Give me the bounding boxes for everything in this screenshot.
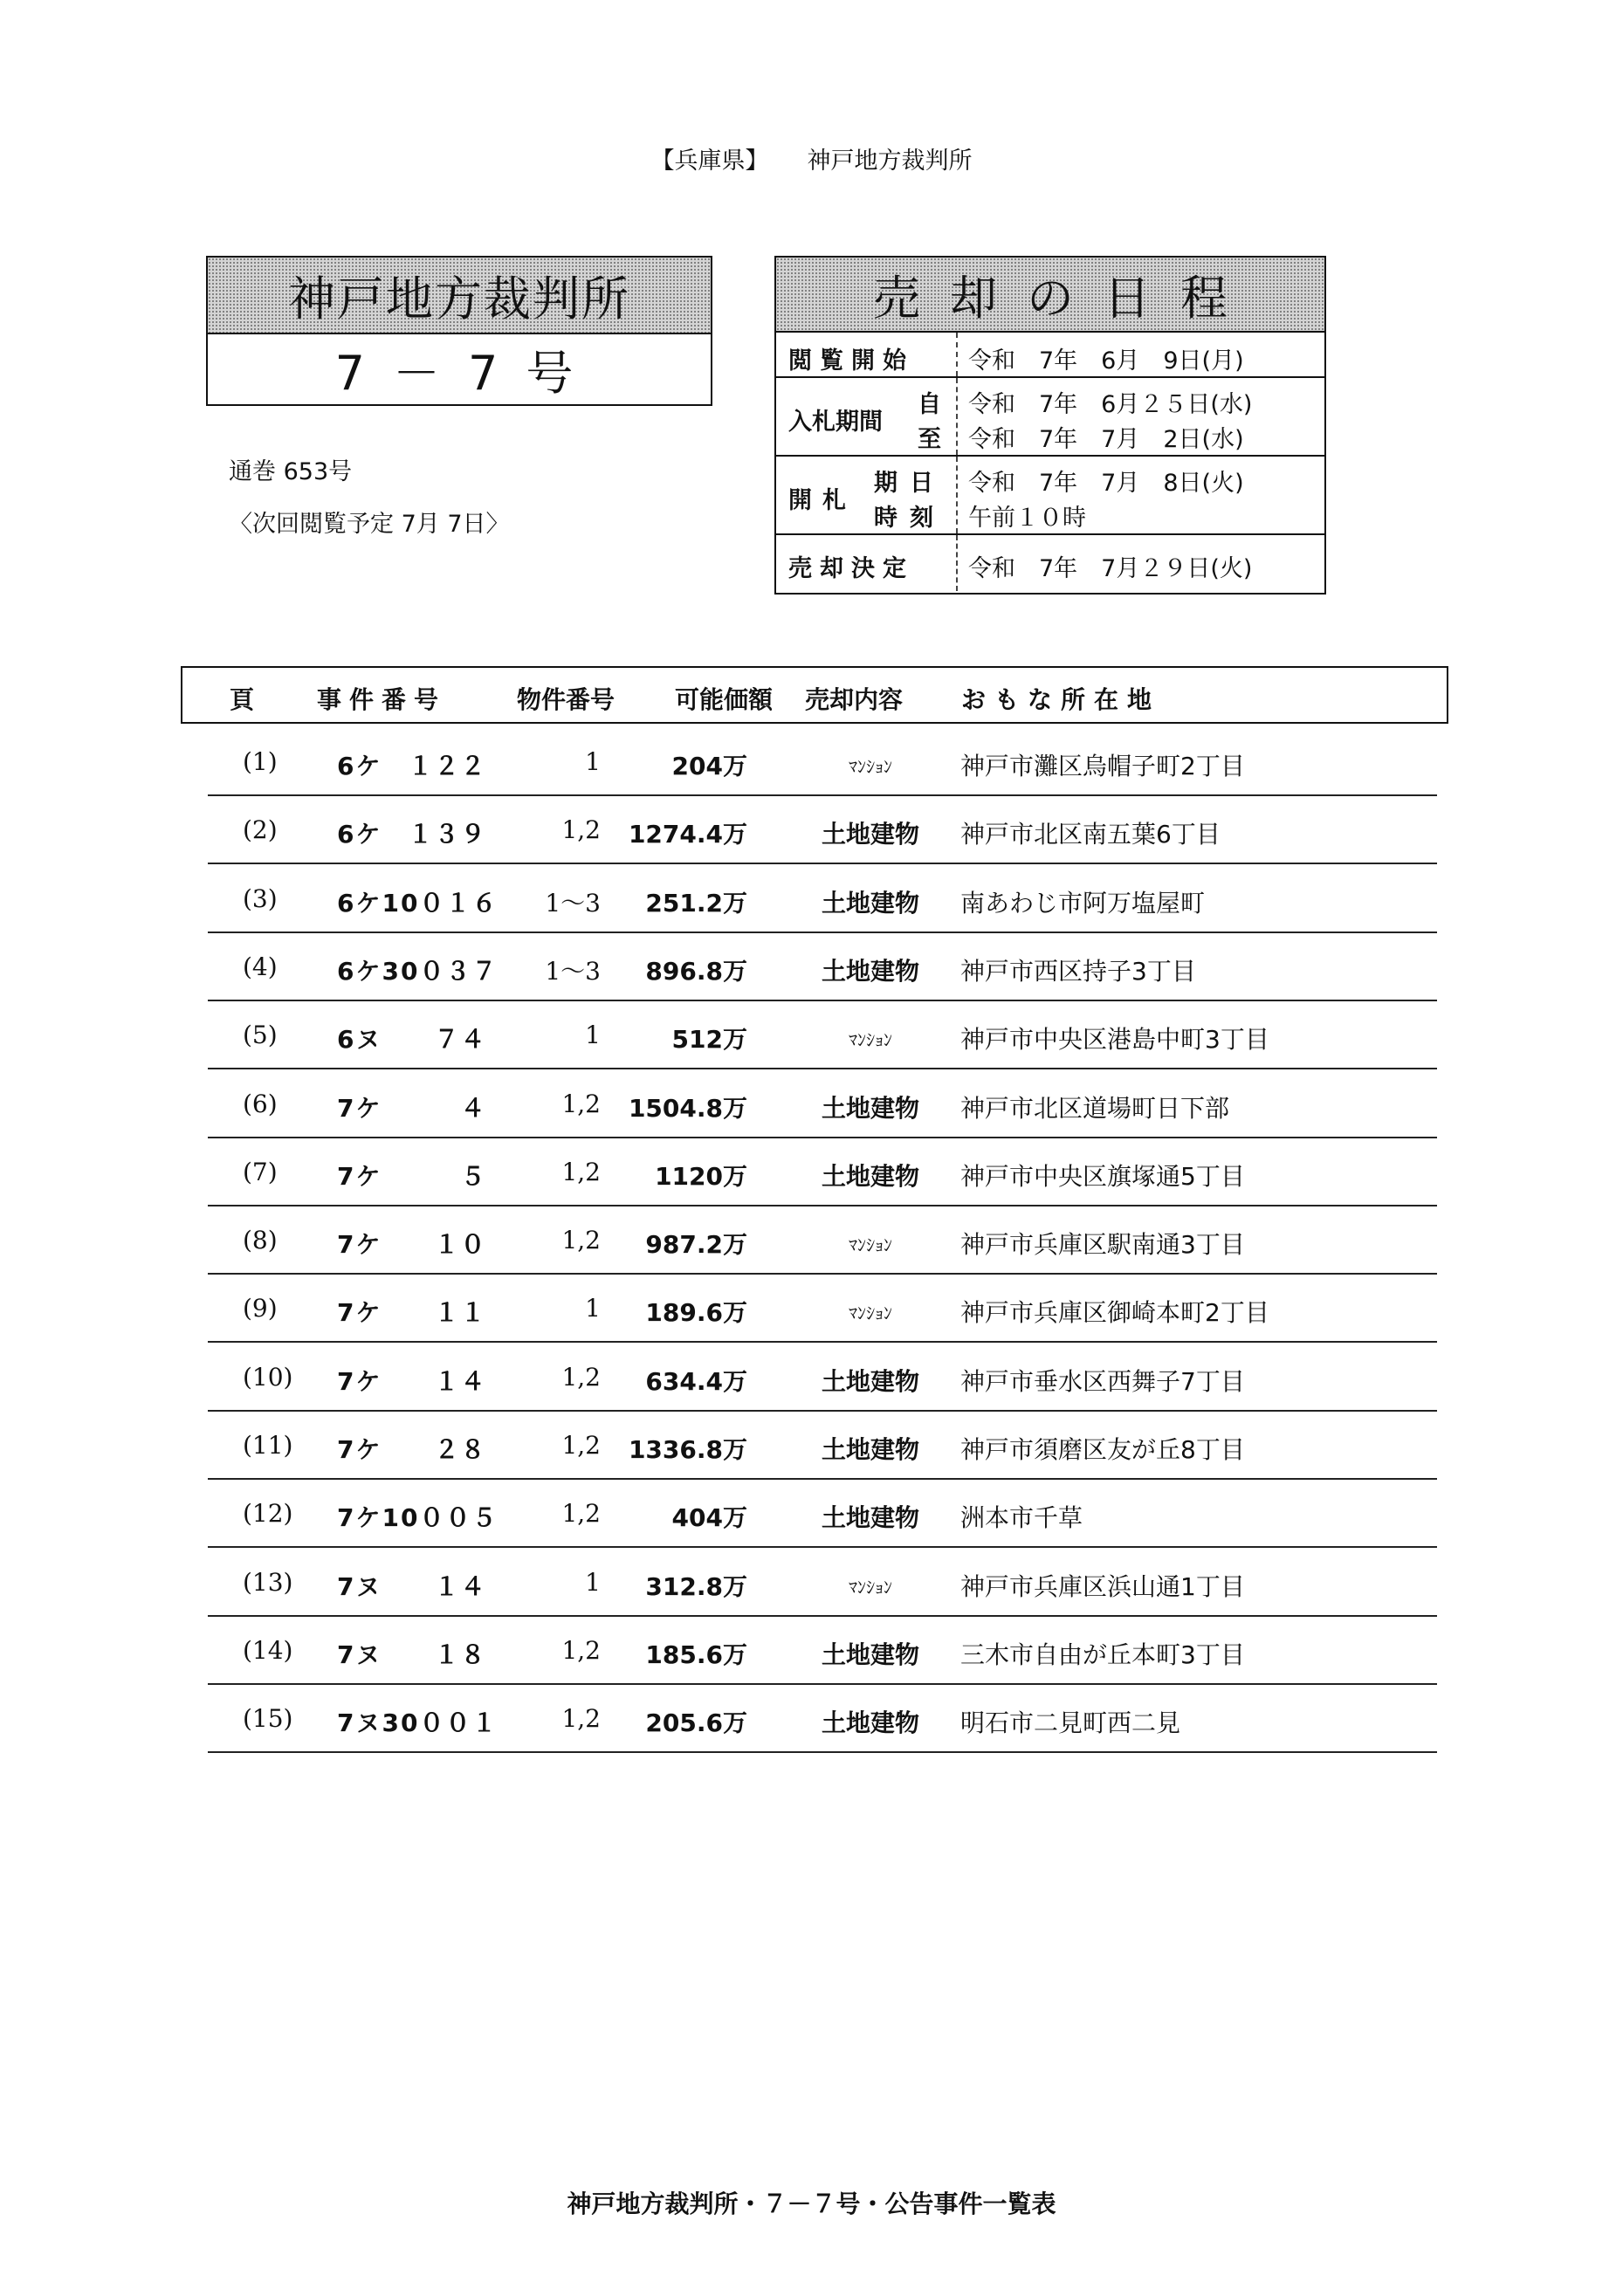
sale-type: 土地建物 xyxy=(821,1640,919,1669)
table-row xyxy=(208,1070,1437,1138)
table-row xyxy=(208,1685,1437,1753)
schedule-label: 入札期間 自 至 xyxy=(776,378,958,455)
sale-type: ﾏﾝｼｮﾝ xyxy=(849,1576,892,1598)
sale-type: 土地建物 xyxy=(821,1708,919,1738)
case-list-header xyxy=(181,666,1448,724)
price: 189.6万 xyxy=(645,1298,747,1328)
case-number: 6ケ １２２ xyxy=(337,752,487,780)
court-name: 神戸地方裁判所 xyxy=(208,258,711,334)
column-header-item-number: 物件番号 xyxy=(517,685,616,714)
location: 神戸市灘区烏帽子町2丁目 xyxy=(960,752,1245,780)
location: 神戸市垂水区西舞子7丁目 xyxy=(960,1366,1245,1396)
schedule-row-bidding xyxy=(776,378,1324,457)
item-number: 1,2 xyxy=(561,1089,601,1118)
case-page-ref: (13) xyxy=(243,1567,293,1597)
case-number: 6ケ10０１６ xyxy=(337,888,499,918)
sale-type: ﾏﾝｼｮﾝ xyxy=(849,1303,892,1324)
schedule-value: 午前１０時 xyxy=(968,505,1086,532)
item-number: 1,2 xyxy=(561,1157,601,1186)
table-row xyxy=(208,1549,1437,1617)
price: 896.8万 xyxy=(645,956,747,986)
price: 1336.8万 xyxy=(628,1435,747,1464)
price: 312.8万 xyxy=(645,1571,747,1601)
location: 神戸市兵庫区御崎本町2丁目 xyxy=(960,1298,1269,1328)
column-header-case-number: 事件番号 xyxy=(317,685,447,714)
location: 神戸市兵庫区駅南通3丁目 xyxy=(960,1230,1245,1260)
case-page-ref: (1) xyxy=(243,747,278,776)
item-number: 1 xyxy=(585,747,601,776)
table-row xyxy=(208,1412,1437,1480)
item-number: 1 xyxy=(585,1567,601,1597)
case-page-ref: (4) xyxy=(243,952,278,981)
schedule-value: 令和 7年 7月 2日(水) xyxy=(968,426,1244,453)
court-box xyxy=(206,256,712,406)
location: 三木市自由が丘本町3丁目 xyxy=(960,1640,1245,1669)
case-page-ref: (9) xyxy=(243,1294,278,1323)
item-number: 1,2 xyxy=(561,1635,601,1665)
case-page-ref: (10) xyxy=(243,1362,293,1392)
case-number: 7ヌ １８ xyxy=(337,1640,487,1669)
schedule-value: 令和 7年 7月 8日(火) xyxy=(968,470,1244,497)
price: 185.6万 xyxy=(645,1640,747,1669)
price: 634.4万 xyxy=(645,1366,747,1396)
location: 神戸市須磨区友が丘8丁目 xyxy=(960,1435,1245,1464)
column-header-price: 可能価額 xyxy=(675,685,774,714)
schedule-row-decision xyxy=(776,535,1324,591)
sale-type: 土地建物 xyxy=(821,1503,919,1533)
location: 南あわじ市阿万塩屋町 xyxy=(960,888,1206,918)
page-header xyxy=(0,141,1623,175)
case-page-ref: (11) xyxy=(243,1431,293,1460)
item-number: 1～3 xyxy=(545,956,601,986)
next-viewing-date: 〈次回閲覧予定 7月 7日〉 xyxy=(229,511,510,538)
serial-number: 通巻 653号 xyxy=(229,458,353,485)
table-row xyxy=(208,1001,1437,1069)
location: 神戸市中央区港島中町3丁目 xyxy=(960,1025,1269,1055)
case-number: 7ケ10００５ xyxy=(337,1503,499,1533)
schedule-row-viewing xyxy=(776,333,1324,378)
sale-type: 土地建物 xyxy=(821,888,919,918)
issue-number: 7－7号 xyxy=(334,345,602,401)
case-page-ref: (2) xyxy=(243,815,278,845)
column-header-location: おもな所在地 xyxy=(961,685,1161,714)
table-row xyxy=(208,1206,1437,1275)
case-number: 7ケ １４ xyxy=(337,1366,487,1396)
schedule-value: 令和 7年 6月 9日(月) xyxy=(968,347,1244,375)
sale-type: ﾏﾝｼｮﾝ xyxy=(849,756,892,777)
case-number: 7ヌ30００１ xyxy=(337,1708,499,1738)
case-page-ref: (8) xyxy=(243,1226,278,1255)
sale-type: 土地建物 xyxy=(821,820,919,849)
schedule-title: 売却の日程 xyxy=(776,258,1324,333)
sale-type: ﾏﾝｼｮﾝ xyxy=(849,1234,892,1256)
location: 明石市二見町西二見 xyxy=(960,1708,1181,1738)
case-page-ref: (14) xyxy=(243,1635,293,1665)
location: 洲本市千草 xyxy=(960,1503,1083,1533)
case-number: 7ケ １１ xyxy=(337,1298,487,1328)
table-row xyxy=(208,865,1437,933)
price: 204万 xyxy=(671,752,747,780)
price: 251.2万 xyxy=(645,888,747,918)
case-page-ref: (5) xyxy=(243,1021,278,1050)
schedule-value: 令和 7年 7月２９日(火) xyxy=(968,555,1253,582)
sale-type: 土地建物 xyxy=(821,956,919,986)
schedule-box xyxy=(774,256,1326,595)
case-number: 7ケ ４ xyxy=(337,1093,487,1123)
location: 神戸市北区道場町日下部 xyxy=(960,1093,1230,1123)
sale-type: 土地建物 xyxy=(821,1435,919,1464)
column-header-sale-type: 売却内容 xyxy=(805,685,904,714)
case-page-ref: (12) xyxy=(243,1499,293,1529)
price: 987.2万 xyxy=(645,1230,747,1260)
table-row xyxy=(208,1344,1437,1412)
price: 1120万 xyxy=(655,1161,747,1191)
location: 神戸市中央区旗塚通5丁目 xyxy=(960,1161,1245,1191)
case-page-ref: (3) xyxy=(243,883,278,913)
column-header-page: 頁 xyxy=(230,685,255,714)
location: 神戸市北区南五葉6丁目 xyxy=(960,820,1221,849)
case-number: 7ケ ５ xyxy=(337,1161,487,1191)
case-number: 6ケ １３９ xyxy=(337,820,487,849)
price: 1504.8万 xyxy=(628,1093,747,1123)
location: 神戸市兵庫区浜山通1丁目 xyxy=(960,1571,1245,1601)
table-row xyxy=(208,728,1437,796)
item-number: 1,2 xyxy=(561,1704,601,1734)
case-number: 7ケ １０ xyxy=(337,1230,487,1260)
table-row xyxy=(208,1617,1437,1685)
sale-type: ﾏﾝｼｮﾝ xyxy=(849,1029,892,1051)
item-number: 1,2 xyxy=(561,1431,601,1460)
case-number: 6ケ30０３７ xyxy=(337,956,499,986)
price: 205.6万 xyxy=(645,1708,747,1738)
page-footer: 神戸地方裁判所・７－７号・公告事件一覧表 xyxy=(567,2189,1056,2218)
header-prefecture: 【兵庫県】 xyxy=(650,148,769,175)
location: 神戸市西区持子3丁目 xyxy=(960,956,1196,986)
price: 512万 xyxy=(671,1025,747,1055)
schedule-row-opening xyxy=(776,457,1324,535)
schedule-label: 売却決定 xyxy=(776,535,958,591)
item-number: 1～3 xyxy=(545,888,601,918)
case-page-ref: (15) xyxy=(243,1704,293,1734)
sale-type: 土地建物 xyxy=(821,1366,919,1396)
item-number: 1,2 xyxy=(561,1362,601,1392)
case-number: 7ケ ２８ xyxy=(337,1435,487,1464)
case-number: 6ヌ ７４ xyxy=(337,1025,487,1055)
case-page-ref: (6) xyxy=(243,1089,278,1118)
item-number: 1,2 xyxy=(561,1499,601,1529)
sale-type: 土地建物 xyxy=(821,1093,919,1123)
table-row xyxy=(208,1275,1437,1343)
case-page-ref: (7) xyxy=(243,1157,278,1186)
price: 1274.4万 xyxy=(628,820,747,849)
header-court: 神戸地方裁判所 xyxy=(807,148,973,175)
schedule-value: 令和 7年 6月２５日(水) xyxy=(968,391,1253,418)
item-number: 1,2 xyxy=(561,815,601,845)
table-row xyxy=(208,933,1437,1001)
item-number: 1 xyxy=(585,1294,601,1323)
table-row xyxy=(208,1480,1437,1548)
schedule-label: 閲覧開始 xyxy=(776,333,958,376)
sale-type: 土地建物 xyxy=(821,1161,919,1191)
item-number: 1 xyxy=(585,1021,601,1050)
schedule-label: 開札 期日 時刻 xyxy=(776,457,958,533)
item-number: 1,2 xyxy=(561,1226,601,1255)
case-number: 7ヌ １４ xyxy=(337,1571,487,1601)
table-row xyxy=(208,1138,1437,1206)
price: 404万 xyxy=(671,1503,747,1533)
table-row xyxy=(208,796,1437,864)
